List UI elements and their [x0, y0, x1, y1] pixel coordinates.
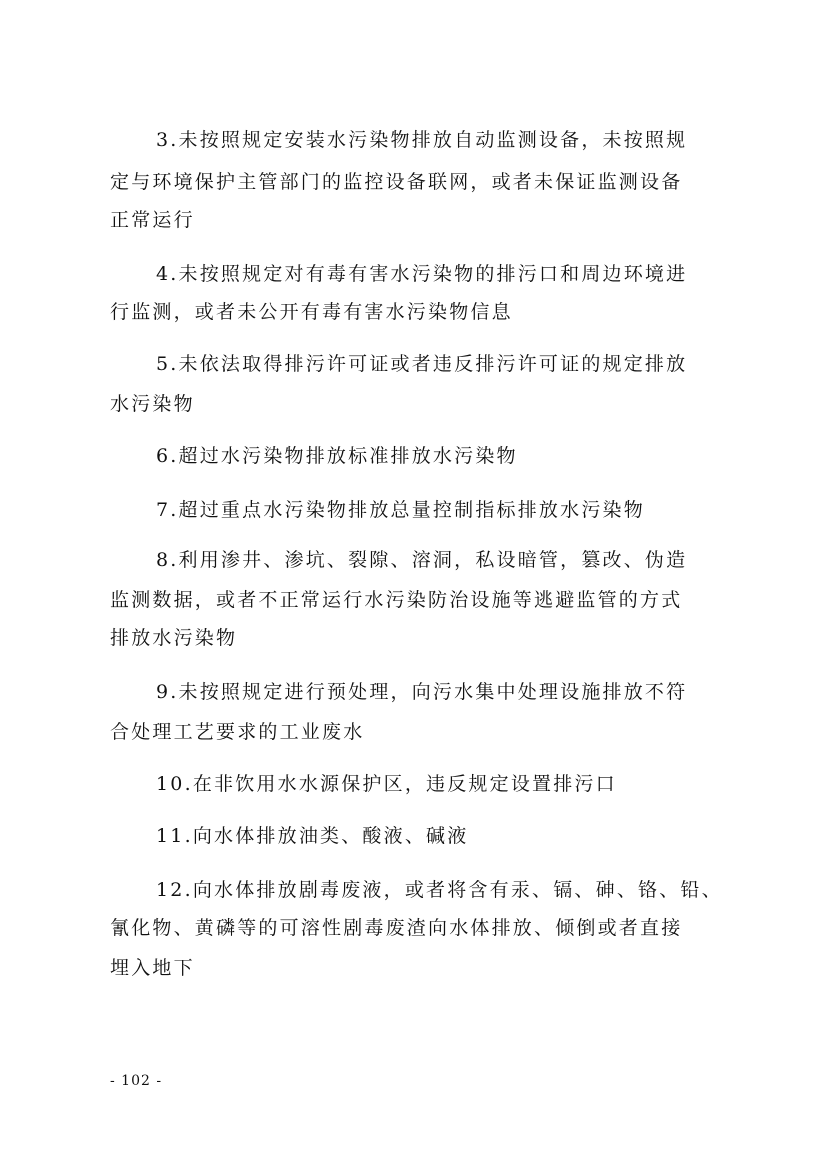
item-3-line-2: 定与环境保护主管部门的监控设备联网，或者未保证监测设备 — [110, 171, 683, 193]
item-5-line-2: 水污染物 — [110, 393, 195, 415]
item-3-line-3: 正常运行 — [110, 209, 195, 231]
item-10-line-1: 10.在非饮用水水源保护区，违反规定设置排污口 — [156, 773, 617, 795]
item-8-line-2: 监测数据，或者不正常运行水污染防治设施等逃避监管的方式 — [110, 589, 683, 611]
item-7-line-1: 7.超过重点水污染物排放总量控制指标排放水污染物 — [156, 499, 645, 521]
item-12-line-2: 氰化物、黄磷等的可溶性剧毒废渣向水体排放、倾倒或者直接 — [110, 917, 683, 939]
item-3-line-1: 3.未按照规定安装水污染物排放自动监测设备，未按照规 — [156, 129, 688, 151]
item-9-line-2: 合处理工艺要求的工业废水 — [110, 721, 365, 743]
item-4-line-2: 行监测，或者未公开有毒有害水污染物信息 — [110, 301, 513, 323]
item-4-line-1: 4.未按照规定对有毒有害水污染物的排污口和周边环境进 — [156, 263, 688, 285]
item-6-line-1: 6.超过水污染物排放标准排放水污染物 — [156, 445, 518, 467]
item-8-line-1: 8.利用渗井、渗坑、裂隙、溶洞，私设暗管，篡改、伪造 — [156, 549, 688, 571]
item-12-line-3: 埋入地下 — [110, 957, 195, 979]
item-9-line-1: 9.未按照规定进行预处理，向污水集中处理设施排放不符 — [156, 681, 688, 703]
item-12-line-1: 12.向水体排放剧毒废液，或者将含有汞、镉、砷、铬、铅、 — [156, 879, 723, 901]
item-5-line-1: 5.未依法取得排污许可证或者违反排污许可证的规定排放 — [156, 353, 688, 375]
item-8-line-3: 排放水污染物 — [110, 627, 238, 649]
page-number: - 102 - — [110, 1073, 163, 1089]
item-11-line-1: 11.向水体排放油类、酸液、碱液 — [156, 825, 469, 847]
